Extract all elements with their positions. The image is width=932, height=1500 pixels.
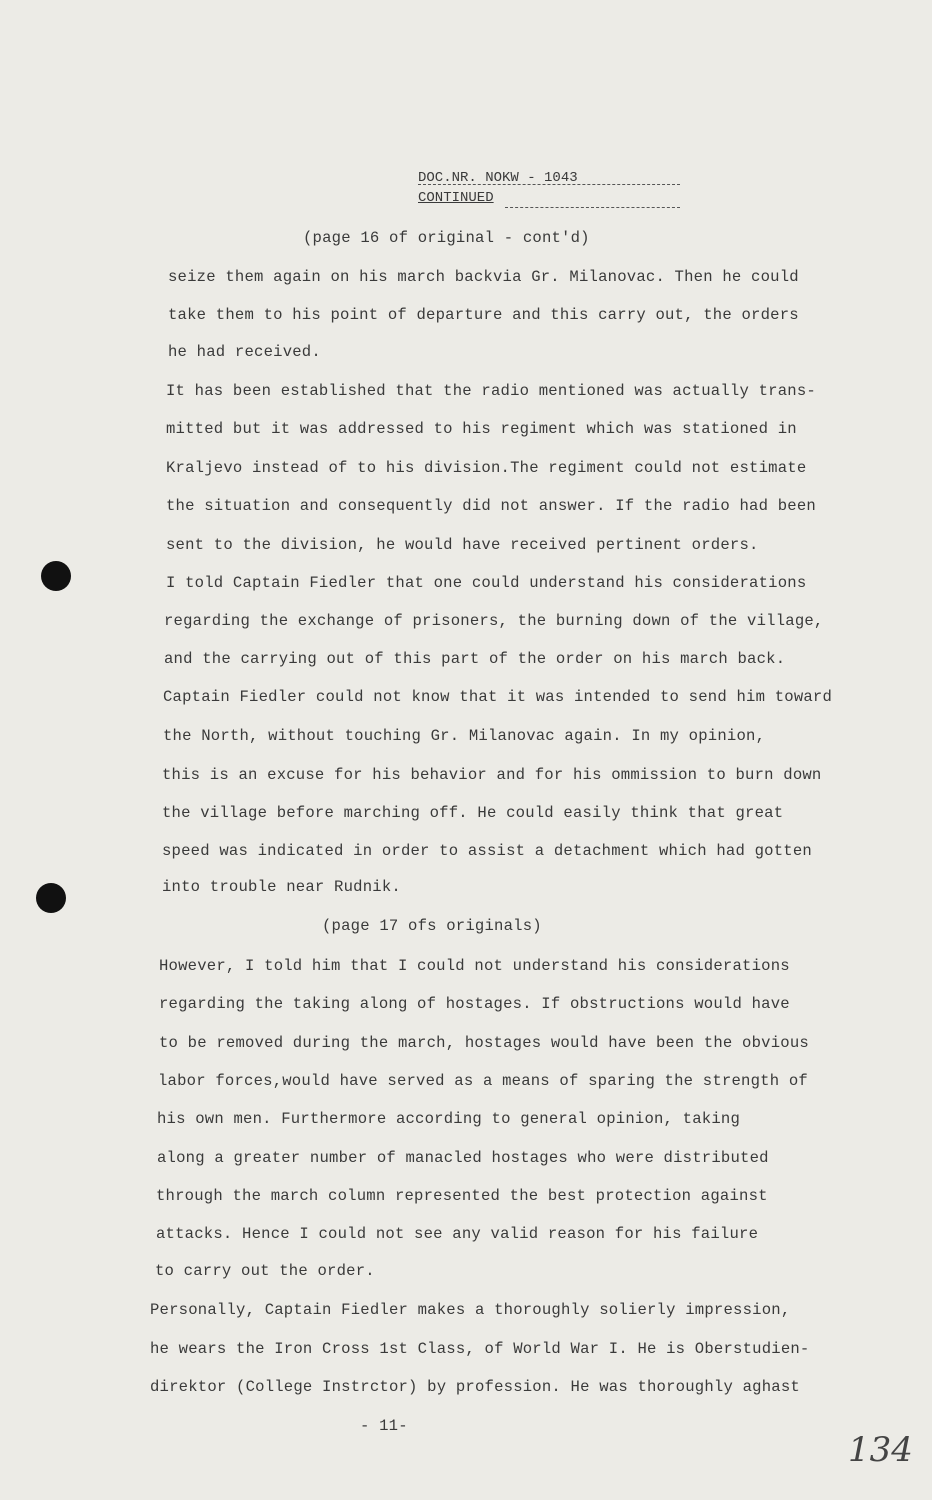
para4-line: attacks. Hence I could not see any valid reason for his failure [156,1225,759,1243]
para3-line: regarding the exchange of prisoners, the burning down of the village, [164,612,824,630]
para4-line: labor forces,would have served as a means of sparing the strength of [158,1072,808,1090]
para2-line: It has been established that the radio mentioned was actually trans- [166,382,816,400]
para4-line: However, I told him that I could not understand his considerations [159,957,790,975]
para1-line: seize them again on his march backvia Gr. Milanovac. Then he could [168,268,799,286]
para3-line: and the carrying out of this part of the order on his march back. [164,650,786,668]
para3-line: into trouble near Rudnik. [162,878,401,896]
doc-number: DOC.NR. NOKW - 1043 [418,170,578,186]
para4-line: to be removed during the march, hostages would have been the obvious [159,1034,809,1052]
page-note-16: (page 16 of original - cont'd) [303,229,590,247]
page-note-17: (page 17 ofs originals) [322,917,542,935]
para2-line: mitted but it was addressed to his regiment which was stationed in [166,420,797,438]
para4-line: to carry out the order. [155,1262,375,1280]
para2-line: Kraljevo instead of to his division.The regiment could not estimate [166,459,807,477]
doc-status: CONTINUED [418,190,494,206]
para5-line: direktor (College Instrctor) by profession. He was thoroughly aghast [150,1378,800,1396]
para4-line: his own men. Furthermore according to general opinion, taking [157,1110,741,1128]
para3-line: Captain Fiedler could not know that it was intended to send him toward [163,688,833,706]
para4-line: through the march column represented the best protection against [156,1187,768,1205]
page-number: - 11- [360,1417,408,1435]
para3-line: speed was indicated in order to assist a detachment which had gotten [162,842,812,860]
para5-line: Personally, Captain Fiedler makes a thoroughly solierly impression, [150,1301,791,1319]
punch-hole-top [41,561,71,591]
para3-line: I told Captain Fiedler that one could understand his considerations [166,574,807,592]
para5-line: he wears the Iron Cross 1st Class, of World War I. He is Oberstudien- [150,1340,810,1358]
para4-line: along a greater number of manacled hostages who were distributed [157,1149,769,1167]
para1-line: he had received. [168,343,321,361]
para2-line: the situation and consequently did not answer. If the radio had been [166,497,816,515]
para3-line: this is an excuse for his behavior and for his ommission to burn down [162,766,822,784]
para4-line: regarding the taking along of hostages. If obstructions would have [159,995,790,1013]
doc-status-rule [505,207,680,208]
para2-line: sent to the division, he would have received pertinent orders. [166,536,759,554]
para3-line: the North, without touching Gr. Milanovac again. In my opinion, [163,727,766,745]
para1-line: take them to his point of departure and this carry out, the orders [168,306,799,324]
para3-line: the village before marching off. He could easily think that great [162,804,784,822]
doc-number-rule [418,184,680,185]
handwritten-folio-number: 134 [848,1430,913,1470]
punch-hole-bottom [36,883,66,913]
